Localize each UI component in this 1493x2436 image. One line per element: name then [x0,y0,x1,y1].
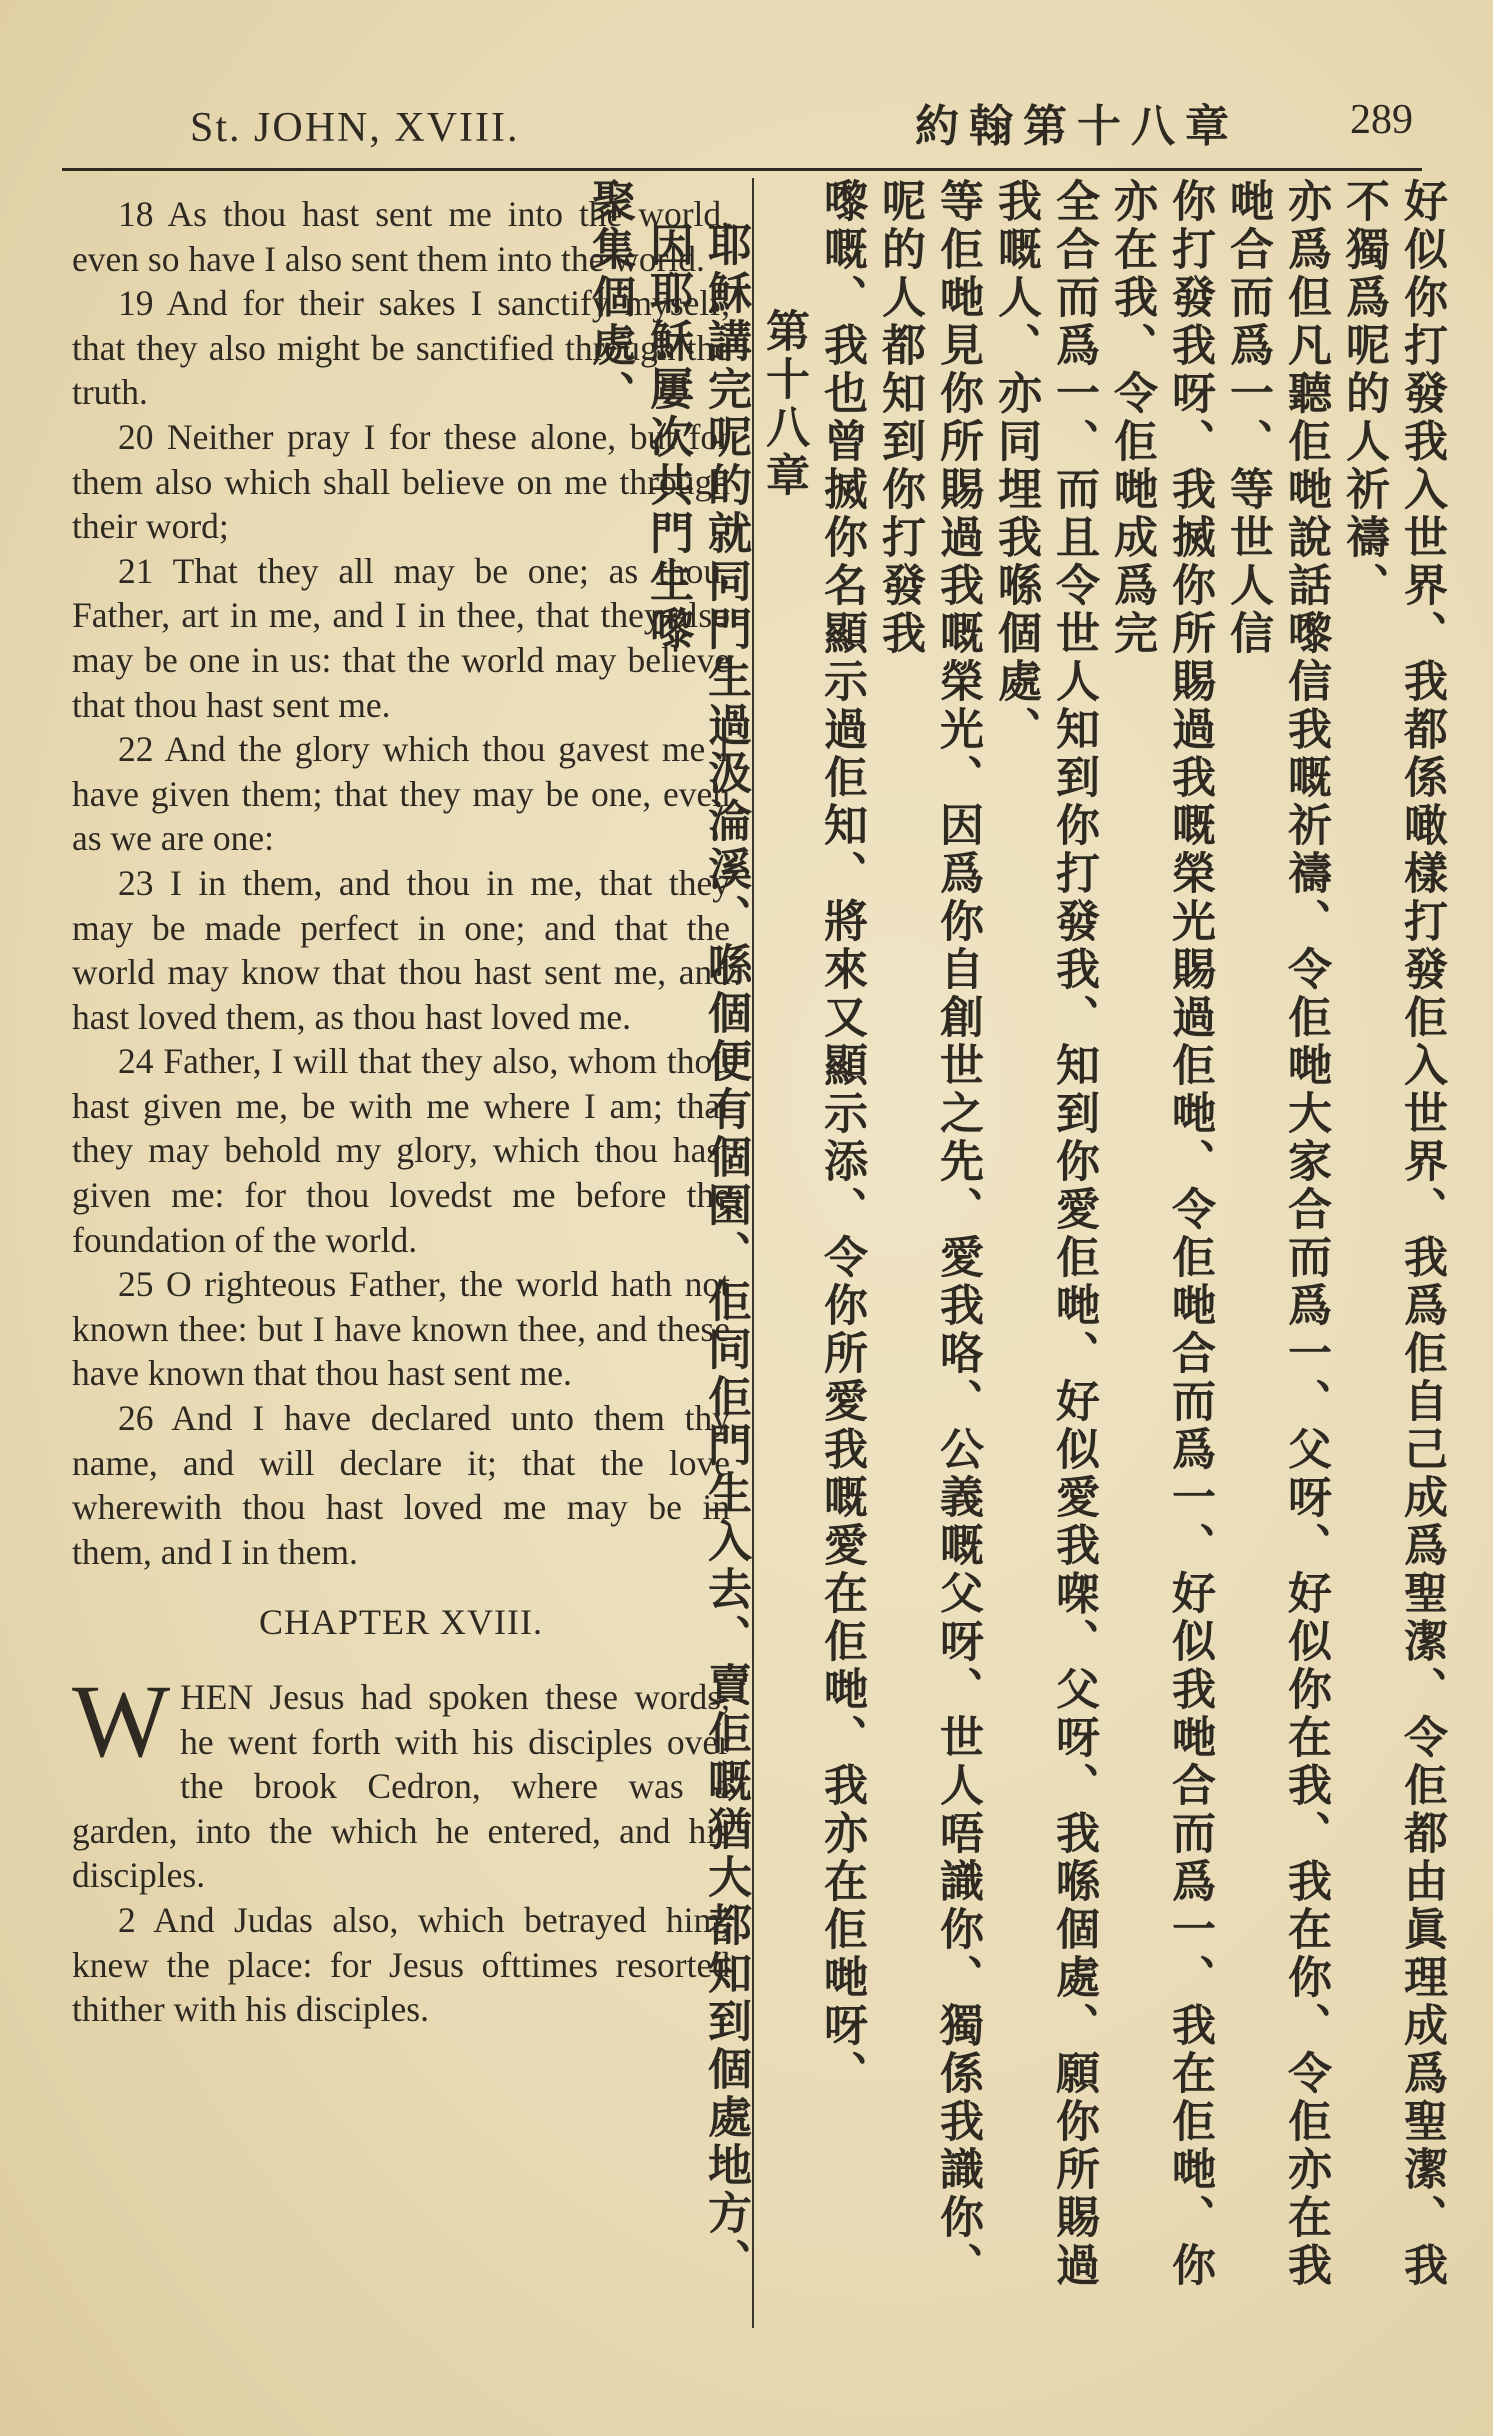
verse-23: 23 I in them, and thou in me, that they may be made perfect in one; and that the world may know that thou hast sent me, and hast loved them, as thou hast loved me. [72,862,730,1037]
chinese-col-1: 好似你打發我入世界、我都係噉樣打發佢入世界、我爲佢自己成爲聖潔、令佢都由眞理成爲聖潔、我不獨爲呢的人祈禱、 [1338,178,1447,2290]
verse-18: 18 As thou hast sent me into the world, even so have I also sent them into the world. [72,194,730,279]
running-head-chinese: 約翰第十八章 [915,101,1239,152]
verse-20: 20 Neither pray I for these alone, but for them also which shall believe on me through their word; [72,416,730,547]
verse-21: 21 That they all may be one; as thou, Father, art in me, and I in thee, that they also may be one in us: that the world may believe that thou hast sent me. [72,550,730,725]
verse-24: 24 Father, I will that they also, whom thou hast given me, be with me where I am; that they may behold my glory, which thou hast given me: for thou lovedst me before the foundation of the world. [72,1041,730,1260]
chinese-ch18-col-2: 聚集個處、 [584,178,635,418]
verse-22: 22 And the glory which thou gavest me I have given them; that they may be one, even as we are one: [72,729,730,859]
chinese-col-2: 亦爲但凡聽佢哋說話嚟信我嘅祈禱、令佢哋大家合而爲一、父呀、好似你在我、我在你、令佢亦在我哋合而爲一、等世人信 [1222,178,1331,2290]
verse-19: 19 And for their sakes I sanctify myself, that they also might be sanctified through the truth. [72,283,730,413]
header-rule [62,168,1422,171]
verse-25: 25 O righteous Father, the world hath not known thee: but I have known thee, and these have known that thou hast sent me. [72,1264,730,1394]
verse-26: 26 And I have declared unto them thy name, and will declare it; that the love wherewith thou hast loved me may be in them, and I in them. [72,1398,730,1572]
drop-cap: W [72,1664,171,1779]
verse1-text: HEN Jesus had spoken these words, he went forth with his disciples over the brook Cedron, where was a garden, into the which he entered, and his disciples. [72,1677,730,1896]
chinese-col-3: 你打發我呀、我搣你所賜過我嘅榮光賜過佢哋、令佢哋合而爲一、好似我哋合而爲一、我在佢哋、你亦在我、令佢哋成爲完 [1106,178,1215,2290]
chinese-col-5: 等佢哋見你所賜過我嘅榮光、因爲你自創世之先、愛我咯、公義嘅父呀、世人唔識你、獨係我識你、呢的人都知到你打發我 [874,178,983,2290]
running-head-english: St. JOHN, XVIII. [190,105,520,151]
chinese-chapter-title: 第十八章 [758,308,809,500]
chinese-ch18-col-1: 耶穌講完呢的就同門生過汲淪溪、喺個便有個園、佢同佢門生入去、賣佢嘅猶大都知到個處地方、因耶穌屢次共門生嚟 [642,222,751,2286]
page-number: 289 [1350,97,1413,143]
chapter18-verse2: 2 And Judas also, which betrayed him, knew the place: for Jesus ofttimes resorted thither with his disciples. [72,1899,730,2030]
chinese-col-6: 嚟嘅、我也曾搣你名顯示過佢知、將來又顯示添、令你所愛我嘅愛在佢哋、我亦在佢哋呀、 [816,178,867,2098]
chinese-col-4: 全合而爲一、而且令世人知到你打發我、知到你愛佢哋、好似愛我㗎、父呀、我喺個處、願你所賜過我嘅人、亦同埋我喺個處、 [990,178,1099,2290]
chapter-heading: CHAPTER XVIII. [259,1602,543,1643]
chinese-column [584,178,1450,2318]
